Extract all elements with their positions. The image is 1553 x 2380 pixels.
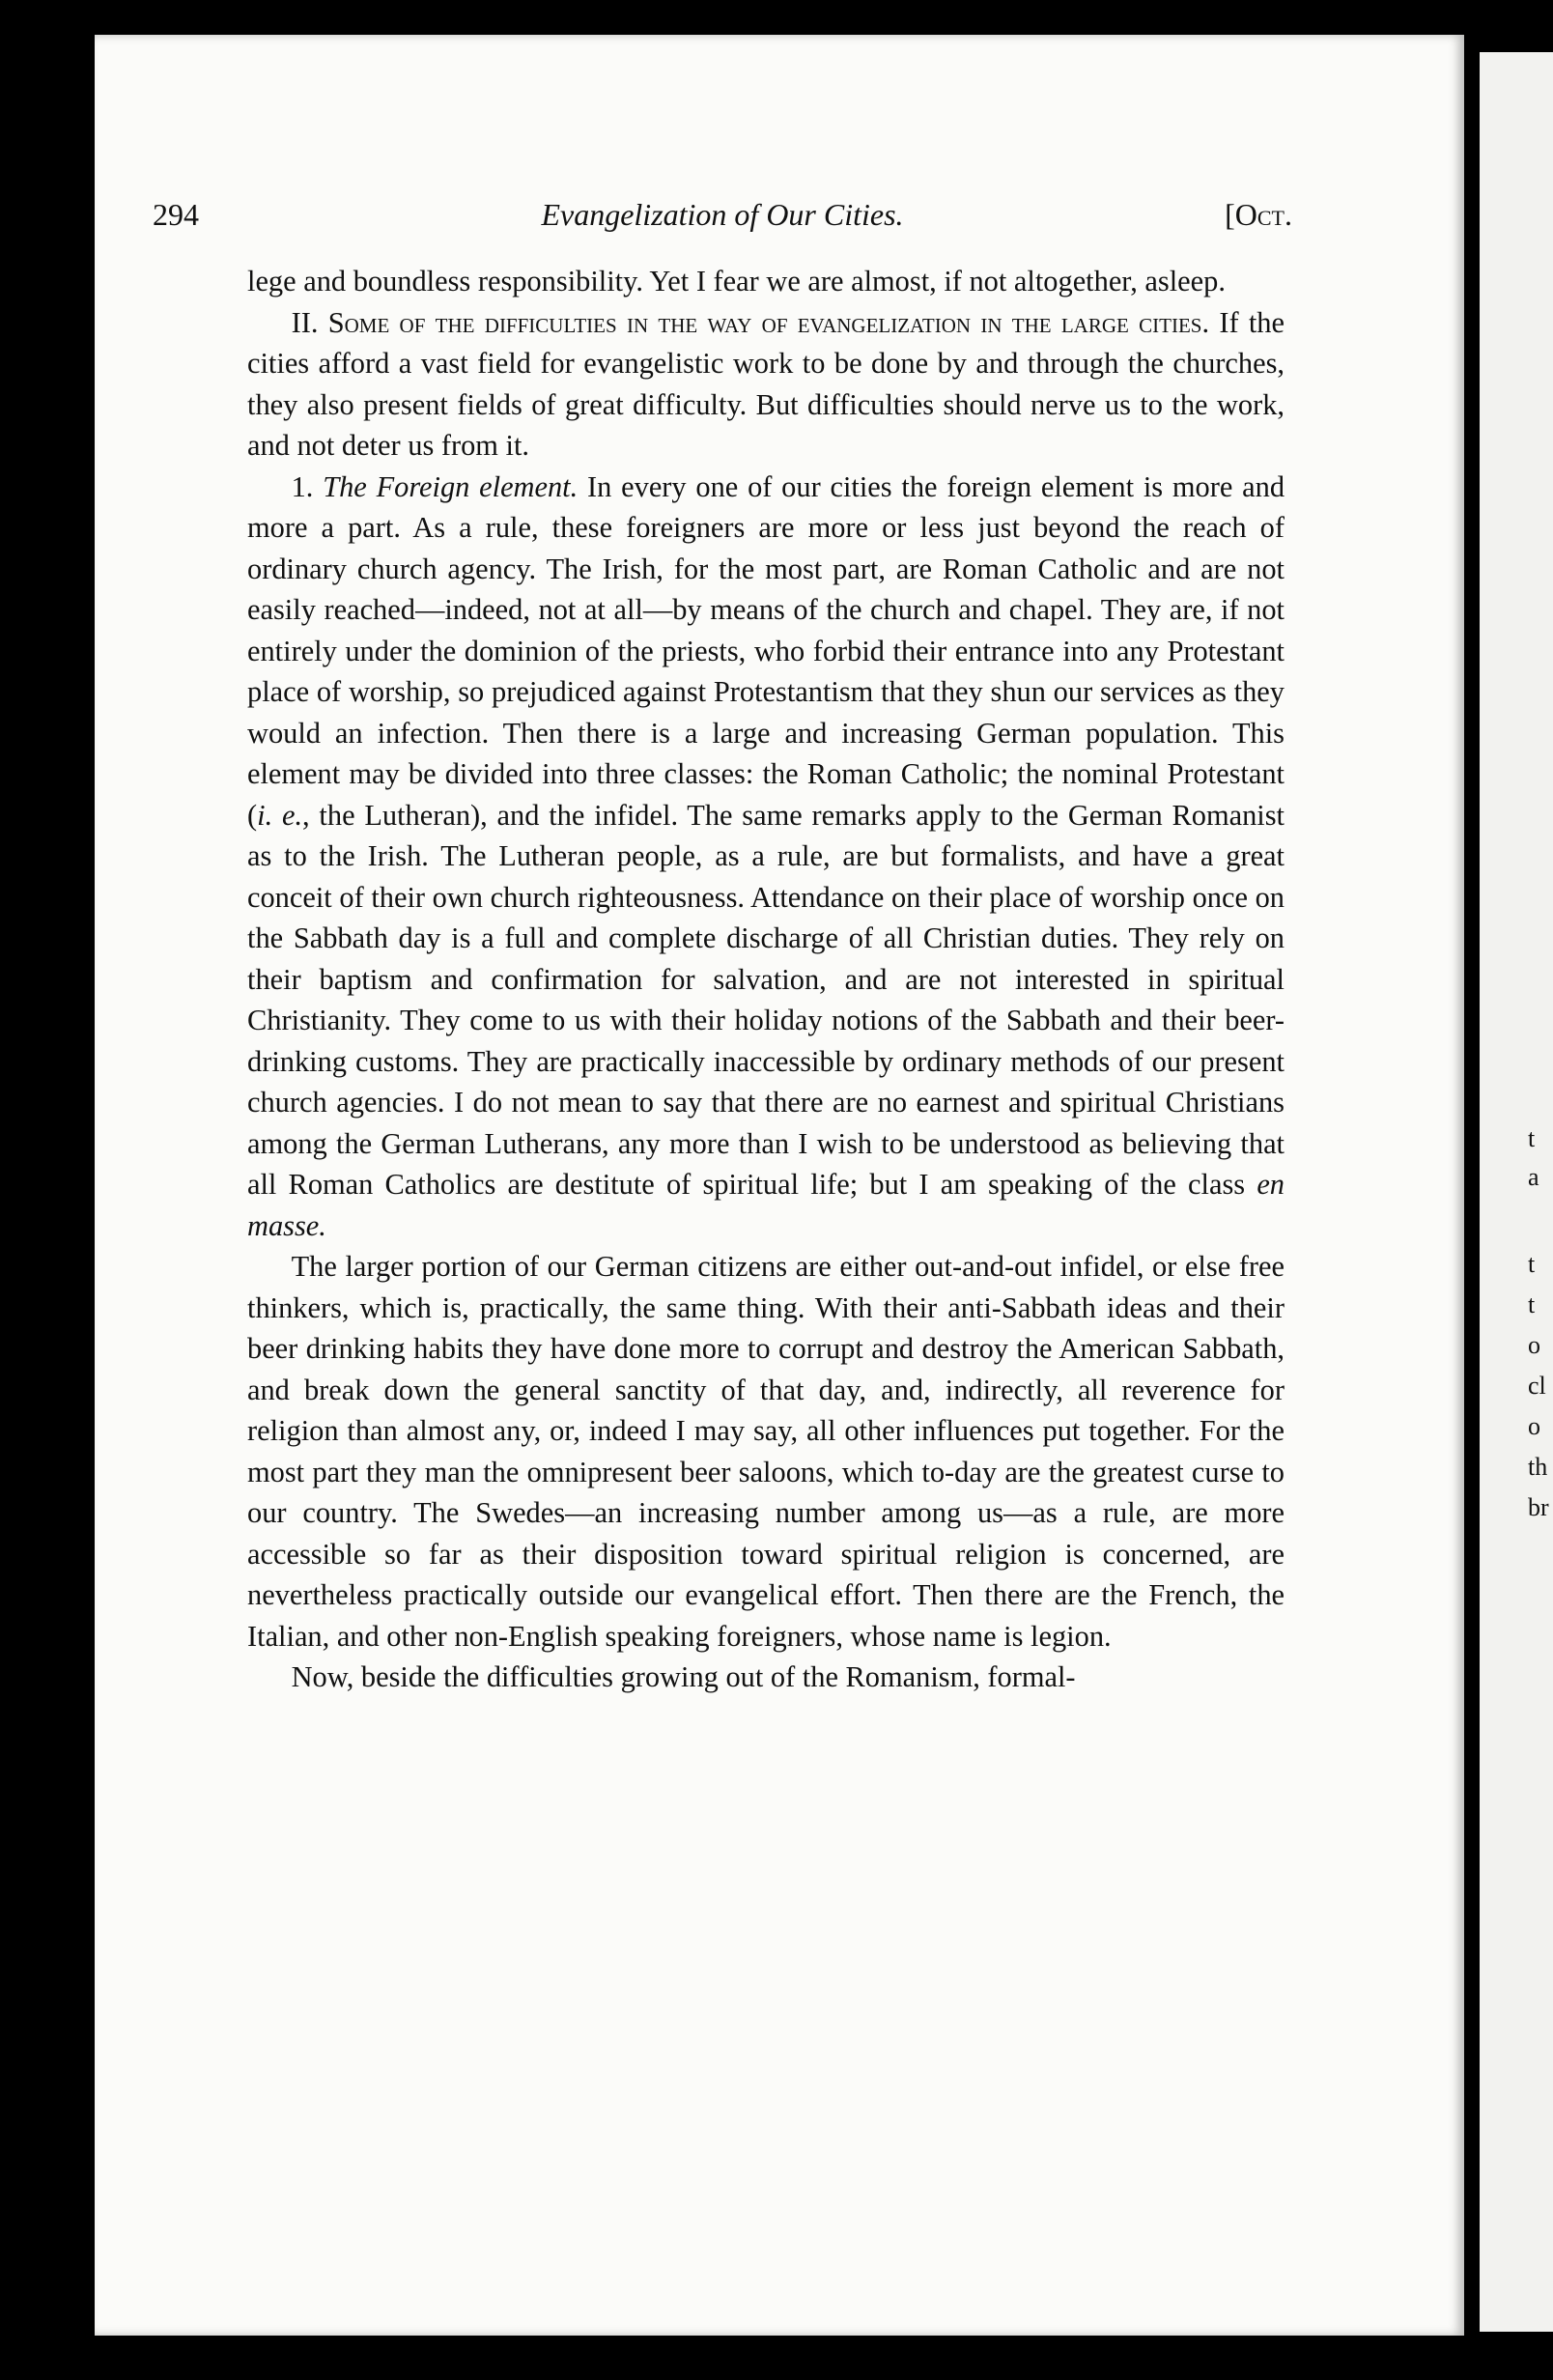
facing-page-fragment: a — [1528, 1163, 1539, 1191]
italic-phrase: en masse. — [247, 1168, 1285, 1242]
section-heading: II. Some of the difficulties in the way of evangelization in the large cities. — [291, 305, 1210, 339]
running-title: Evangelization of Our Cities. — [541, 197, 904, 232]
facing-page-fragment: t — [1528, 1290, 1536, 1318]
italic-abbreviation: i. e. — [257, 798, 303, 832]
paragraph-foreign-element — [247, 467, 1285, 1247]
page-body — [247, 261, 1285, 1698]
running-header — [153, 197, 1292, 236]
facing-page-fragment: t — [1528, 1124, 1536, 1152]
subsection-title: The Foreign element. — [323, 469, 579, 503]
paragraph-text: In every one of our cities the foreign element is more and more a part. As a rule, these foreigners are more or less just beyond the reach of ordinary church agency. The Irish, for the most part, are Roman Catholic and are not easily reached—indeed, not at all—by means of the church and chapel. They are, if not entirely under the dominion of the priests, who forbid their entrance into any Protestant place of worship, so prejudiced against Protestantism that they shun our services as they would an infection. Then there is a large and increasing German population. This element may be divided into three classes: the Roman Catholic; the nominal Protestant ( — [247, 469, 1285, 832]
paragraph-section-two — [247, 302, 1285, 467]
paragraph-continuation: lege and boundless responsibility. Yet I fear we are almost, if not altogether, asleep. — [247, 265, 1226, 298]
paragraph-text: , the Lutheran), and the infidel. The same remarks apply to the German Romanist as to the Irish. The Lutheran people, as a rule, are but formalists, and have a great conceit of their own church righteousness. Attendance on their place of worship once on the Sabbath day is a full and complete discharge of all Christian duties. They rely on their baptism and confirmation for salvation, and are not interested in spiritual Christianity. They come to us with their holiday notions of the Sabbath and their beer-drinking customs. They are practically inaccessible by ordinary methods of our present church agencies. I do not mean to say that there are no earnest and spiritual Christians among the German Lutherans, any more than I wish to be understood as believing that all Roman Catholics are destitute of spiritual life; but I am speaking of the class — [247, 798, 1285, 1201]
list-number: 1. — [291, 469, 324, 503]
header-month: [Oct. — [1225, 197, 1292, 232]
facing-page-fragment: o — [1528, 1412, 1540, 1440]
paragraph-german-citizens: The larger portion of our German citizens are either out-and-out infidel, or else free thinkers, which is, practically, the same thing. With their anti-Sabbath ideas and their beer drinking habits they have done more to corrupt and destroy the American Sabbath, and break down the general sanctity of that day, and, indirectly, all reverence for religion than almost any, or, indeed I may say, all other influences put together. For the most part they man the omnipresent beer saloons, which to-day are the greatest curse to our country. The Swedes—an increasing number among us—as a rule, are more accessible so far as their disposition toward spiritual religion is concerned, are nevertheless practically outside our evangelical effort. Then there are the French, the Italian, and other non-English speaking foreigners, whose name is legion. — [247, 1250, 1285, 1653]
facing-page-fragment: th — [1528, 1453, 1548, 1481]
page-number: 294 — [153, 197, 199, 232]
paragraph-final: Now, beside the difficulties growing out of the Romanism, formal- — [291, 1660, 1076, 1693]
facing-page-fragment: cl — [1528, 1372, 1546, 1400]
facing-page-fragment: o — [1528, 1331, 1540, 1359]
facing-page-edge — [1480, 52, 1553, 2332]
paragraph-text: If the cities afford a vast field for evangelistic work to be done by and through the churches, they also present fields of great difficulty. But difficulties should nerve us to the work, and not deter us from it. — [247, 305, 1285, 462]
facing-page-fragment: br — [1528, 1493, 1549, 1521]
facing-page-fragment: t — [1528, 1250, 1536, 1278]
